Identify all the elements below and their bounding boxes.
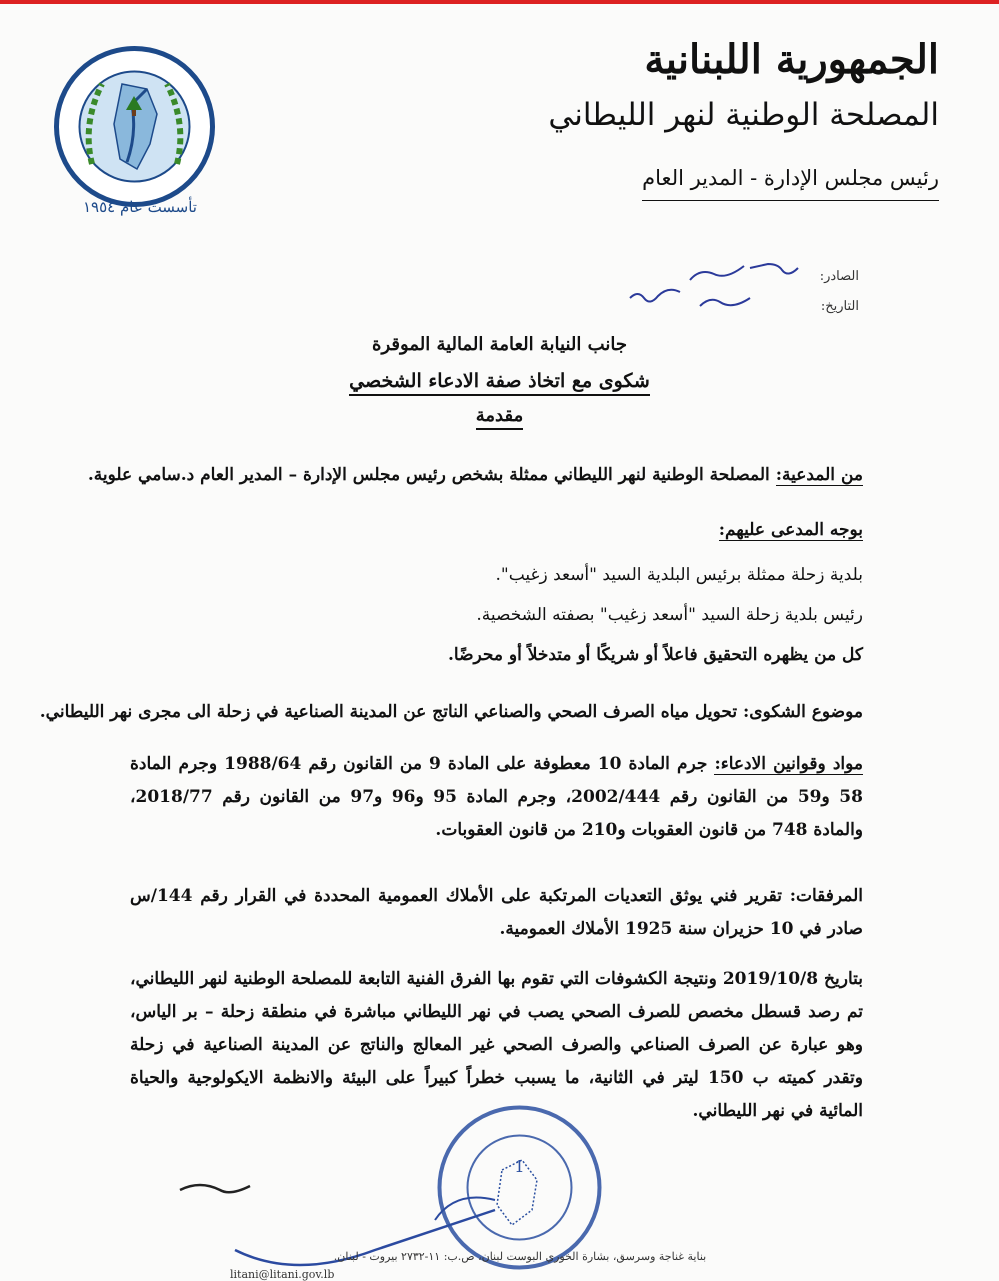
attachments-text: تقرير فني يوثق التعديات المرتكبة على الأملاك العمومية المحددة في القرار رقم 144/س صادر في 10 حزيران سنة 1925 الأملاك العمومية.: [130, 886, 863, 939]
top-red-line: [0, 0, 999, 4]
addressee: جانب النيابة العامة المالية الموقرة: [372, 334, 627, 355]
official-stamp-icon: [432, 1100, 607, 1275]
office-position: رئيس مجلس الإدارة - المدير العام: [642, 156, 939, 201]
attachments-label: المرفقات:: [789, 886, 863, 906]
defendants-label: بوجه المدعى عليهم:: [718, 520, 863, 540]
subject-label: موضوع الشكوى:: [743, 702, 863, 722]
defendant-item: كل من يظهره التحقيق فاعلاً أو شريكًا أو متدخلاً أو محرضًا.: [447, 645, 863, 665]
date-label: التاريخ:: [820, 299, 859, 314]
plaintiff-line: [88, 460, 863, 490]
logo-founding-year: تأسست عام ١٩٥٤: [82, 198, 197, 216]
defendant-item: رئيس بلدية زحلة السيد "أسعد زغيب" بصفته الشخصية.: [476, 605, 863, 625]
litani-authority-logo-icon: [52, 44, 217, 209]
laws-text: جرم المادة 10 معطوفة على المادة 9 من القانون رقم 1988/64 وجرم المادة 58 و59 من القانون رقم 2002/444، وجرم المادة 95 و96 و97 من القانون رقم 2018/77، والمادة 748 من قانون العقوبات و210 من قانون العقوبات.: [130, 754, 863, 840]
document-title: شكوى مع اتخاذ صفة الادعاء الشخصي: [349, 370, 650, 396]
plaintiff-label: من المدعية:: [775, 465, 863, 485]
subject-line: [40, 697, 863, 727]
defendant-item: بلدية زحلة ممثلة برئيس البلدية السيد "أسعد زغيب".: [495, 565, 863, 585]
attachments-paragraph: [130, 880, 863, 946]
defendants-label-wrap: [719, 515, 863, 545]
plaintiff-text: المصلحة الوطنية لنهر الليطاني ممثلة بشخص رئيس مجلس الإدارة – المدير العام د.سامي علوية.: [87, 465, 770, 485]
intro-label: مقدمة: [476, 405, 524, 430]
footer-address: بناية غناجة وسرسق، بشارة الخوري البوست لبنان، ص.ب: ١١-٢٧٣٢ بيروت - لبنان.: [333, 1250, 707, 1263]
issued-label: الصادر:: [819, 269, 859, 284]
footer-email: litani@litani.gov.lb: [230, 1268, 335, 1281]
intro-label-wrap: [0, 405, 999, 426]
letterhead: [548, 32, 939, 201]
subject-text: تحويل مياه الصرف الصحي والصناعي الناتج عن المدينة الصناعية في زحلة الى مجرى نهر الليطاني.: [39, 702, 738, 722]
authority-name: المصلحة الوطنية لنهر الليطاني: [548, 97, 939, 133]
document-title-wrap: [0, 370, 999, 392]
body-paragraph: بتاريخ 2019/10/8 ونتيجة الكشوفات التي تقوم بها الفرق الفنية التابعة للمصلحة الوطنية لنهر الليطاني، تم رصد قسطل مخصص للصرف الصحي يصب في نهر الليطاني مباشرة في منطقة زحلة – بر الياس، وهو عبارة عن الصرف الصناعي والصرف الصحي غير المعالج والناتج عن المدينة الصناعية في زحلة وتقدر كميته ب 150 ليتر في الثانية، ما يسبب خطراً كبيراً على البيئة والانظمة الايكولوجية والحياة المائية في نهر الليطاني.: [130, 969, 864, 1121]
stamp-number: 1: [514, 1157, 525, 1176]
reference-meta: [820, 262, 859, 322]
handwritten-reference-icon: [620, 258, 820, 318]
laws-label: مواد وقوانين الادعاء:: [714, 754, 864, 774]
republic-title: الجمهورية اللبنانية: [644, 36, 939, 83]
laws-paragraph: [130, 748, 863, 847]
